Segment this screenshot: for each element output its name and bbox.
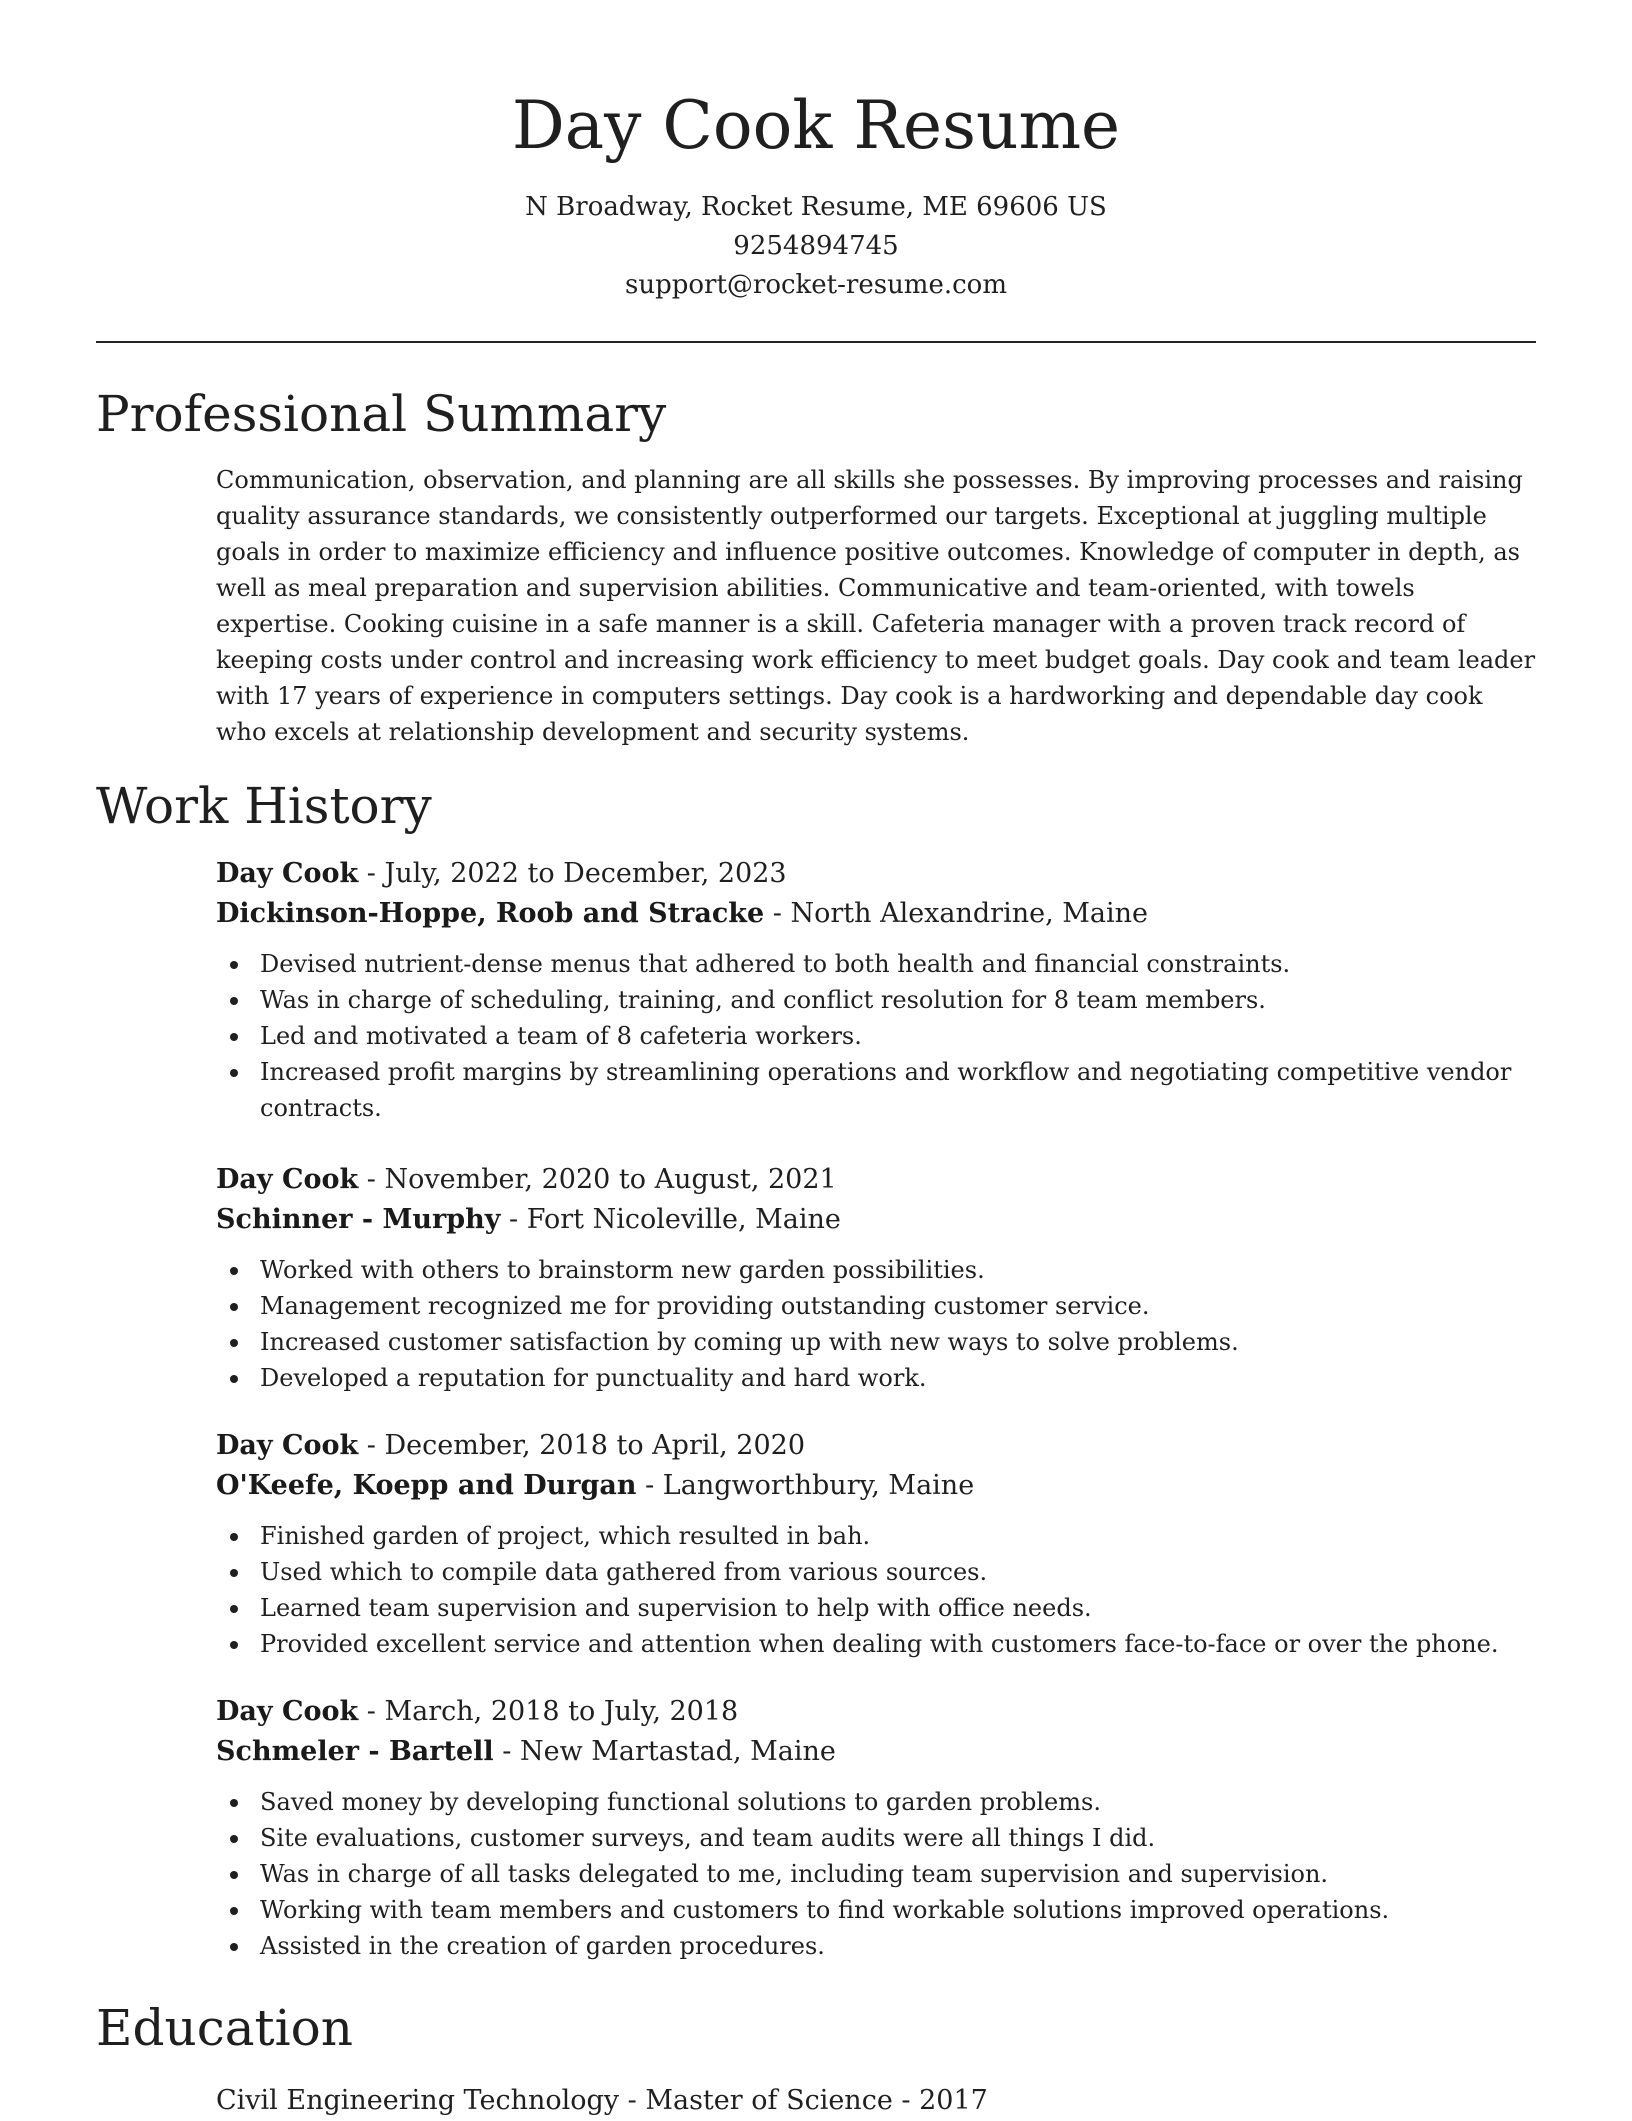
job-company-line <box>216 1466 1536 1506</box>
list-item-text: Worked with others to brainstorm new garden possibilities. <box>260 1256 985 1284</box>
list-item <box>260 1856 1536 1892</box>
bullet-icon <box>230 1569 238 1577</box>
list-item-text: Working with team members and customers to find workable solutions improved operations. <box>260 1896 1390 1924</box>
bullet-icon <box>230 1641 238 1649</box>
summary-text: Communication, observation, and planning are all skills she possesses. By improving processes and raising quality assurance standards, we consistently outperformed our targets. Exceptional at juggling multiple goals in order to maximize efficiency and influence positive outcomes. Knowledge of computer in depth, as well as meal preparation and supervision abilities. Communicative and team-oriented, with towels expertise. Cooking cuisine in a safe manner is a skill. Cafeteria manager with a proven track record of keeping costs under control and increasing work efficiency to meet budget goals. Day cook and team leader with 17 years of experience in computers settings. Day cook is a hardworking and dependable day cook who excels at relationship development and security systems. <box>216 466 1536 746</box>
list-item <box>260 1288 1536 1324</box>
list-item-text: Saved money by developing functional solutions to garden problems. <box>260 1788 1101 1816</box>
bullet-icon <box>230 1303 238 1311</box>
job-bullets <box>216 1784 1536 1964</box>
list-item <box>260 1590 1536 1626</box>
job-dates: - March, 2018 to July, 2018 <box>358 1696 739 1727</box>
list-item <box>260 1324 1536 1360</box>
list-item <box>260 1784 1536 1820</box>
bullet-icon <box>230 1033 238 1041</box>
list-item-text: Management recognized me for providing outstanding customer service. <box>260 1292 1150 1320</box>
job-title: Day Cook <box>216 1696 359 1727</box>
job-dates: - July, 2022 to December, 2023 <box>358 858 787 889</box>
list-item-text: Led and motivated a team of 8 cafeteria workers. <box>260 1022 862 1050</box>
bullet-icon <box>230 1533 238 1541</box>
bullet-icon <box>230 1799 238 1807</box>
list-item <box>260 1018 1536 1054</box>
list-item-text: Developed a reputation for punctuality and hard work. <box>260 1364 927 1392</box>
job-company: Dickinson-Hoppe, Roob and Stracke <box>216 898 765 929</box>
job-dates: - November, 2020 to August, 2021 <box>358 1164 837 1195</box>
list-item-text: Devised nutrient-dense menus that adhered to both health and financial constraints. <box>260 950 1291 978</box>
job-entry <box>216 1160 1536 1396</box>
job-company: O'Keefe, Koepp and Durgan <box>216 1470 637 1501</box>
list-item <box>260 1626 1536 1662</box>
job-entry <box>216 854 1536 1126</box>
bullet-icon <box>230 1267 238 1275</box>
job-entry <box>216 1426 1536 1662</box>
list-item <box>260 1360 1536 1396</box>
bullet-icon <box>230 1605 238 1613</box>
job-company-line <box>216 894 1536 934</box>
list-item <box>260 1054 1536 1126</box>
list-item <box>260 1554 1536 1590</box>
job-title-line <box>216 1692 1536 1732</box>
bullet-icon <box>230 997 238 1005</box>
job-bullets <box>216 1252 1536 1396</box>
list-item-text: Increased customer satisfaction by coming up with new ways to solve problems. <box>260 1328 1239 1356</box>
list-item <box>260 1252 1536 1288</box>
work-history-heading: Work History <box>96 777 432 835</box>
contact-address: N Broadway, Rocket Resume, ME 69606 US <box>525 192 1107 222</box>
summary-heading: Professional Summary <box>96 385 667 443</box>
list-item-text: Increased profit margins by streamlining operations and workflow and negotiating competitive vendor contracts. <box>260 1058 1512 1122</box>
bullet-icon <box>230 1907 238 1915</box>
list-item <box>260 982 1536 1018</box>
job-location: - Fort Nicoleville, Maine <box>500 1204 841 1235</box>
list-item <box>260 946 1536 982</box>
job-title-line <box>216 1160 1536 1200</box>
bullet-icon <box>230 1375 238 1383</box>
resume-header <box>96 82 1536 305</box>
bullet-icon <box>230 1339 238 1347</box>
job-title: Day Cook <box>216 1164 359 1195</box>
list-item-text: Provided excellent service and attention when dealing with customers face-to-face or over the phone. <box>260 1630 1499 1658</box>
list-item-text: Finished garden of project, which resulted in bah. <box>260 1522 871 1550</box>
job-title-line <box>216 854 1536 894</box>
list-item <box>260 1518 1536 1554</box>
education-entry: Civil Engineering Technology - Master of Science - 2017 <box>216 2085 988 2116</box>
list-item-text: Was in charge of scheduling, training, and conflict resolution for 8 team members. <box>260 986 1266 1014</box>
bullet-icon <box>230 961 238 969</box>
resume-title: Day Cook Resume <box>511 87 1121 164</box>
contact-email: support@rocket-resume.com <box>624 270 1007 300</box>
bullet-icon <box>230 1943 238 1951</box>
job-entry <box>216 1692 1536 1964</box>
list-item-text: Used which to compile data gathered from various sources. <box>260 1558 988 1586</box>
job-location: - North Alexandrine, Maine <box>764 898 1148 929</box>
contact-phone: 9254894745 <box>733 231 899 261</box>
job-company-line <box>216 1200 1536 1240</box>
list-item <box>260 1820 1536 1856</box>
bullet-icon <box>230 1871 238 1879</box>
job-title-line <box>216 1426 1536 1466</box>
job-company: Schmeler - Bartell <box>216 1736 494 1767</box>
header-divider <box>96 341 1536 343</box>
job-location: - Langworthbury, Maine <box>636 1470 975 1501</box>
work-history-list <box>216 854 1536 1994</box>
list-item-text: Was in charge of all tasks delegated to me, including team supervision and supervision. <box>260 1860 1329 1888</box>
job-company: Schinner - Murphy <box>216 1204 501 1235</box>
list-item-text: Site evaluations, customer surveys, and team audits were all things I did. <box>260 1824 1156 1852</box>
education-heading: Education <box>96 1999 353 2057</box>
job-dates: - December, 2018 to April, 2020 <box>358 1430 806 1461</box>
bullet-icon <box>230 1069 238 1077</box>
list-item <box>260 1892 1536 1928</box>
list-item-text: Learned team supervision and supervision to help with office needs. <box>260 1594 1092 1622</box>
job-location: - New Martastad, Maine <box>493 1736 836 1767</box>
bullet-icon <box>230 1835 238 1843</box>
job-company-line <box>216 1732 1536 1772</box>
job-bullets <box>216 946 1536 1126</box>
job-bullets <box>216 1518 1536 1662</box>
list-item-text: Assisted in the creation of garden procedures. <box>260 1932 825 1960</box>
job-title: Day Cook <box>216 858 359 889</box>
list-item <box>260 1928 1536 1964</box>
job-title: Day Cook <box>216 1430 359 1461</box>
